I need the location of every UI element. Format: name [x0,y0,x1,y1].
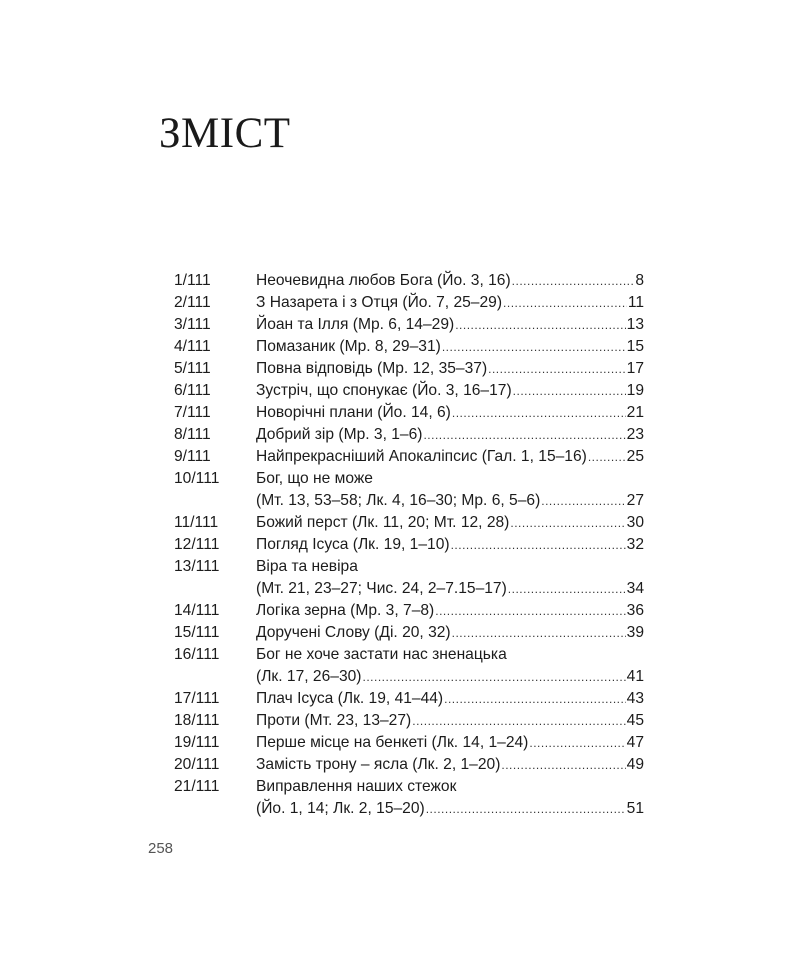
toc-entry-page: 39 [626,624,644,641]
toc-entry-reference: (Йо. 1, 14; Лк. 2, 15–20) [256,800,425,817]
toc-entry-title: Новорічні плани (Йо. 14, 6) [256,404,451,421]
toc-entry-page: 34 [626,580,644,597]
toc-entry[interactable] [174,776,644,820]
dot-leader [423,424,625,446]
toc-entry-title: Погляд Ісуса (Лк. 19, 1–10) [256,536,450,553]
dot-leader [588,446,626,468]
toc-entry-page: 45 [626,712,644,729]
toc-entry-number: 18/111 [174,712,220,729]
toc-entry-title: Добрий зір (Мр. 3, 1–6) [256,426,423,443]
toc-entry-title: Проти (Мт. 23, 13–27) [256,712,412,729]
toc-entry-number: 6/111 [174,382,211,399]
toc-entry-last-line [256,424,644,446]
toc-entry[interactable] [174,622,644,644]
toc-entry-last-line [256,490,644,512]
toc-entry-title-line [256,468,644,490]
toc-entry-body [256,270,644,292]
toc-entry-title: Плач Ісуса (Лк. 19, 41–44) [256,690,444,707]
toc-entry[interactable] [174,468,644,512]
dot-leader [442,336,626,358]
toc-entry[interactable] [174,600,644,622]
toc-entry-title: Бог не хоче застати нас зненацька [256,646,507,663]
toc-entry-number: 13/111 [174,558,220,575]
dot-leader [513,380,626,402]
dot-leader [435,600,625,622]
toc-entry-page: 17 [626,360,644,377]
toc-entry-page: 15 [626,338,644,355]
toc-entry-page: 23 [626,426,644,443]
toc-entry-title-line [256,556,644,578]
toc-entry-title: Найпрекрасніший Апокаліпсис (Гал. 1, 15–16) [256,448,587,465]
toc-entry-title: Бог, що не може [256,470,373,487]
toc-entry-number: 10/111 [174,470,220,487]
toc-entry[interactable] [174,270,644,292]
toc-entry-title: Божий перст (Лк. 11, 20; Мт. 12, 28) [256,514,510,531]
toc-entry-page: 13 [626,316,644,333]
toc-entry-number: 9/111 [174,448,211,465]
toc-entry-number: 15/111 [174,624,220,641]
toc-entry-reference: (Мт. 13, 53–58; Лк. 4, 16–30; Мр. 6, 5–6) [256,492,541,509]
page-number: 258 [148,840,174,857]
toc-entry-number: 8/111 [174,426,211,443]
dot-leader [455,314,625,336]
toc-entry-title: Доручені Слову (Ді. 20, 32) [256,624,451,641]
toc-entry-page: 27 [626,492,644,509]
dot-leader [510,512,625,534]
toc-entry[interactable] [174,358,644,380]
toc-entry-body [256,358,644,380]
toc-entry-last-line [256,754,644,776]
page-title: ЗМІСТ [159,110,291,157]
toc-entry-page: 36 [626,602,644,619]
toc-entry-body [256,424,644,446]
toc-entry-page: 21 [626,404,644,421]
toc-entry-number: 14/111 [174,602,220,619]
toc-entry-page: 47 [626,734,644,751]
toc-entry-body [256,314,644,336]
toc-entry[interactable] [174,754,644,776]
toc-entry-number: 3/111 [174,316,211,333]
toc-entry-last-line [256,314,644,336]
toc-entry[interactable] [174,710,644,732]
dot-leader [488,358,626,380]
toc-entry[interactable] [174,512,644,534]
toc-entry[interactable] [174,314,644,336]
toc-entry-body [256,292,644,314]
toc-entry-body [256,446,644,468]
toc-entry-number: 16/111 [174,646,220,663]
dot-leader [501,754,625,776]
dot-leader [444,688,626,710]
toc-entry-title: Замість трону – ясла (Лк. 2, 1–20) [256,756,501,773]
toc-entry-reference: (Лк. 17, 26–30) [256,668,362,685]
toc-entry-body [256,402,644,424]
toc-entry-number: 7/111 [174,404,211,421]
toc-entry-last-line [256,292,644,314]
toc-entry-number: 20/111 [174,756,220,773]
toc-entry-body [256,776,644,820]
toc-entry-page: 19 [626,382,644,399]
toc-entry-page: 8 [635,272,644,289]
dot-leader [529,732,625,754]
toc-entry-body [256,622,644,644]
toc-entry-title: Повна відповідь (Мр. 12, 35–37) [256,360,488,377]
toc-entry-number: 1/111 [174,272,211,289]
toc-entry[interactable] [174,556,644,600]
toc-entry-last-line [256,666,644,688]
toc-entry-body [256,512,644,534]
toc-entry-number: 12/111 [174,536,220,553]
dot-leader [362,666,625,688]
toc-entry-title: Помазаник (Мр. 8, 29–31) [256,338,441,355]
toc-entry-body [256,468,644,512]
toc-entry[interactable] [174,534,644,556]
toc-entry-body [256,710,644,732]
toc-entry-last-line [256,578,644,600]
toc-entry-body [256,380,644,402]
toc-entry-page: 43 [626,690,644,707]
dot-leader [541,490,625,512]
toc-entry-last-line [256,534,644,556]
toc-entry-last-line [256,732,644,754]
toc-entry-page: 32 [626,536,644,553]
dot-leader [426,798,626,820]
dot-leader [508,578,626,600]
dot-leader [503,292,627,314]
toc-entry-reference: (Мт. 21, 23–27; Чис. 24, 2–7.15–17) [256,580,507,597]
toc-entry-body [256,556,644,600]
table-of-contents [174,270,644,820]
toc-entry-body [256,336,644,358]
toc-entry[interactable] [174,644,644,688]
dot-leader [452,622,626,644]
toc-entry-last-line [256,798,644,820]
toc-entry-title-line [256,776,644,798]
toc-entry-page: 51 [626,800,644,817]
toc-entry-title: Йоан та Ілля (Мр. 6, 14–29) [256,316,455,333]
toc-entry-last-line [256,512,644,534]
toc-entry-page: 41 [626,668,644,685]
dot-leader [512,270,635,292]
toc-entry-page: 49 [626,756,644,773]
toc-entry-last-line [256,336,644,358]
toc-entry-last-line [256,380,644,402]
toc-entry[interactable] [174,402,644,424]
toc-entry-number: 4/111 [174,338,211,355]
toc-entry[interactable] [174,336,644,358]
toc-entry[interactable] [174,446,644,468]
toc-entry-body [256,732,644,754]
toc-entry[interactable] [174,732,644,754]
toc-entry-number: 2/111 [174,294,211,311]
toc-entry[interactable] [174,424,644,446]
toc-entry-body [256,688,644,710]
toc-entry-last-line [256,710,644,732]
toc-entry-title: З Назарета і з Отця (Йо. 7, 25–29) [256,294,503,311]
toc-entry-page: 30 [626,514,644,531]
toc-entry-title: Віра та невіра [256,558,358,575]
toc-entry-last-line [256,270,644,292]
toc-entry-number: 21/111 [174,778,220,795]
toc-entry[interactable] [174,688,644,710]
toc-entry-body [256,644,644,688]
toc-entry-title-line [256,644,644,666]
toc-entry-page: 25 [626,448,644,465]
toc-entry-last-line [256,622,644,644]
toc-entry[interactable] [174,292,644,314]
dot-leader [451,534,626,556]
toc-entry-title: Зустріч, що спонукає (Йо. 3, 16–17) [256,382,512,399]
toc-entry-body [256,600,644,622]
toc-entry-page: 11 [627,294,644,311]
toc-entry-last-line [256,358,644,380]
toc-entry-body [256,534,644,556]
dot-leader [412,710,625,732]
dot-leader [452,402,626,424]
toc-entry[interactable] [174,380,644,402]
toc-entry-title: Логіка зерна (Мр. 3, 7–8) [256,602,435,619]
toc-entry-number: 19/111 [174,734,220,751]
toc-entry-last-line [256,402,644,424]
toc-entry-title: Неочевидна любов Бога (Йо. 3, 16) [256,272,511,289]
toc-entry-last-line [256,688,644,710]
toc-entry-number: 5/111 [174,360,211,377]
toc-entry-title: Виправлення наших стежок [256,778,457,795]
toc-entry-title: Перше місце на бенкеті (Лк. 14, 1–24) [256,734,529,751]
toc-entry-number: 11/111 [174,514,219,531]
toc-entry-body [256,754,644,776]
toc-entry-number: 17/111 [174,690,220,707]
toc-entry-last-line [256,446,644,468]
toc-entry-last-line [256,600,644,622]
